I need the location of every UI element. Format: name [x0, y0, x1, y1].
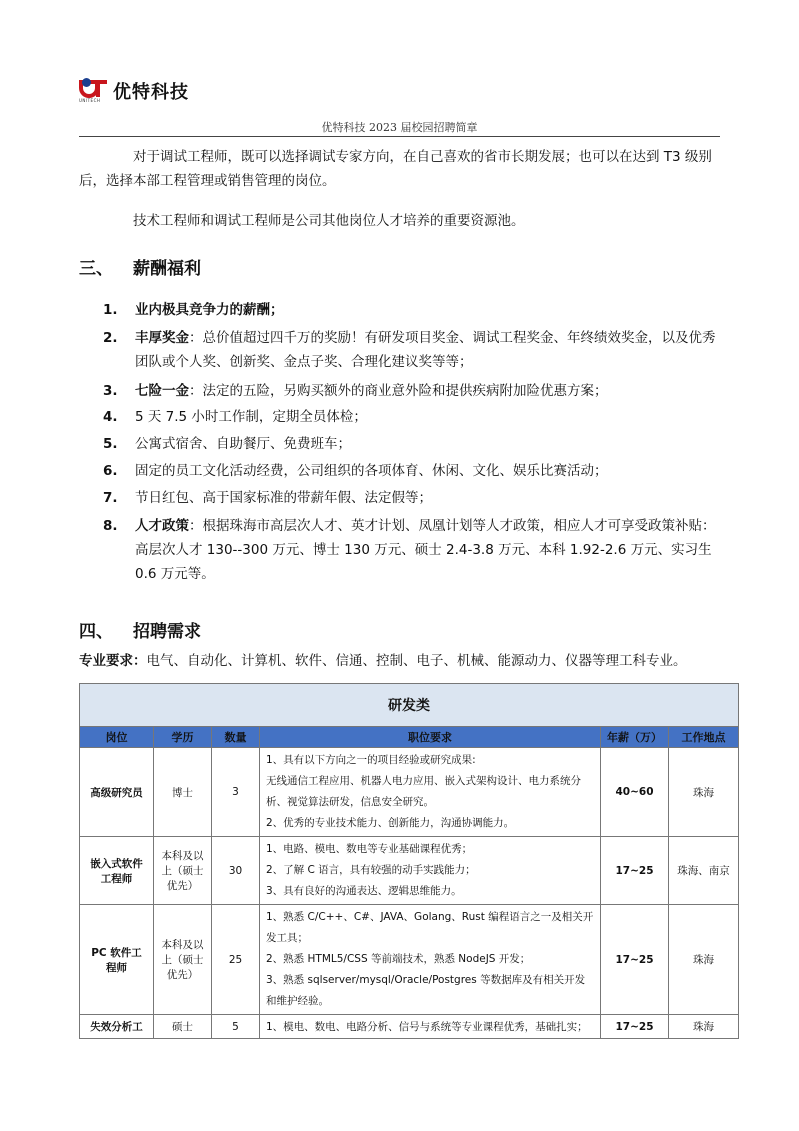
column-header: 学历	[154, 727, 212, 748]
header-divider	[79, 136, 720, 137]
table-category: 研发类	[80, 684, 739, 727]
list-item: 4. 5 天 7.5 小时工作制，定期全员体检；	[103, 409, 367, 425]
education-cell: 硕士	[154, 1015, 212, 1039]
location-cell: 珠海、南京	[669, 837, 739, 905]
list-item: 6. 固定的员工文化活动经费，公司组织的各项体育、休闲、文化、娱乐比赛活动；	[103, 463, 608, 479]
count-cell: 30	[212, 837, 260, 905]
column-header: 工作地点	[669, 727, 739, 748]
intro-paragraph-1: 对于调试工程师，既可以选择调试专家方向，在自己喜欢的省市长期发展；也可以在达到 T3 级别后，选择本部工程管理或销售管理的岗位。	[79, 149, 712, 189]
list-item: 5. 公寓式宿舍、自助餐厅、免费班车；	[103, 436, 351, 452]
logo-text: 优特科技	[113, 82, 189, 103]
salary-cell: 40~60	[601, 748, 669, 837]
list-item: 1. 业内极具竞争力的薪酬；	[103, 302, 284, 318]
requirement-cell: 1、模电、数电、电路分析、信号与系统等专业课程优秀，基础扎实；	[260, 1015, 601, 1039]
table-row	[80, 905, 739, 1015]
section-number: 四、	[79, 622, 113, 642]
education-cell: 本科及以上（硕士优先）	[154, 837, 212, 905]
major-label: 专业要求：	[79, 653, 147, 669]
page-header-title: 优特科技 2023 届校园招聘简章	[321, 121, 478, 134]
table-row	[80, 1015, 739, 1039]
major-requirement	[79, 650, 739, 672]
section-heading-benefits	[79, 254, 201, 279]
column-header: 数量	[212, 727, 260, 748]
count-cell: 25	[212, 905, 260, 1015]
post-cell: 失效分析工	[80, 1015, 154, 1039]
requirement-cell: 1、具有以下方向之一的项目经验或研究成果: 无线通信工程应用、机器人电力应用、嵌入式架构设计、电力系统分析、视觉算法研发，信息安全研究。 2、优秀的专业技术能力、创新能力，沟通协调能力。	[260, 748, 601, 837]
list-item: 2. 丰厚奖金：总价值超过四千万的奖励！有研发项目奖金、调试工程奖金、年终绩效奖金，以及优秀团队或个人奖、创新奖、金点子奖、合理化建议奖等等；	[103, 330, 716, 370]
section-heading-recruitment	[79, 617, 201, 642]
table-header-row	[80, 727, 739, 748]
list-item: 8. 人才政策：根据珠海市高层次人才、英才计划、凤凰计划等人才政策，相应人才可享受政策补贴：高层次人才 130--300 万元、博士 130 万元、硕士 2.4-3.8 万元、本科 1.92-2.6 万元、实习生 0.6 万元等。	[103, 518, 716, 582]
education-cell: 本科及以上（硕士优先）	[154, 905, 212, 1015]
section-title: 招聘需求	[133, 622, 201, 642]
major-text: 电气、自动化、计算机、软件、信通、控制、电子、机械、能源动力、仪器等理工科专业。	[146, 653, 687, 669]
column-header: 年薪（万）	[601, 727, 669, 748]
post-cell: PC 软件工程师	[80, 905, 154, 1015]
education-cell: 博士	[154, 748, 212, 837]
post-cell: 高级研究员	[80, 748, 154, 837]
recruitment-table	[79, 683, 739, 1039]
count-cell: 5	[212, 1015, 260, 1039]
list-item: 7. 节日红包、高于国家标准的带薪年假、法定假等；	[103, 490, 432, 506]
section-title: 薪酬福利	[133, 259, 201, 279]
table-row	[80, 837, 739, 905]
requirement-cell: 1、电路、模电、数电等专业基础课程优秀； 2、了解 C 语言，具有较强的动手实践能力； 3、具有良好的沟通表达、逻辑思维能力。	[260, 837, 601, 905]
logo-subtext: UNITECH	[79, 98, 101, 103]
section-number: 三、	[79, 259, 113, 279]
table-row	[80, 748, 739, 837]
location-cell: 珠海	[669, 748, 739, 837]
count-cell: 3	[212, 748, 260, 837]
location-cell: 珠海	[669, 1015, 739, 1039]
requirement-cell: 1、熟悉 C/C++、C#、JAVA、Golang、Rust 编程语言之一及相关开发工具； 2、熟悉 HTML5/CSS 等前端技术，熟悉 NodeJS 开发； 3、熟悉 sqlserver/mysql/Oracle/Postgres 等数据库及有相关开发和维护经验。	[260, 905, 601, 1015]
intro-paragraph-2: 技术工程师和调试工程师是公司其他岗位人才培养的重要资源池。	[133, 213, 525, 229]
column-header: 岗位	[80, 727, 154, 748]
salary-cell: 17~25	[601, 1015, 669, 1039]
column-header: 职位要求	[260, 727, 601, 748]
list-item: 3. 七险一金：法定的五险，另购买额外的商业意外险和提供疾病附加险优惠方案；	[103, 383, 608, 399]
salary-cell: 17~25	[601, 837, 669, 905]
post-cell: 嵌入式软件工程师	[80, 837, 154, 905]
location-cell: 珠海	[669, 905, 739, 1015]
salary-cell: 17~25	[601, 905, 669, 1015]
